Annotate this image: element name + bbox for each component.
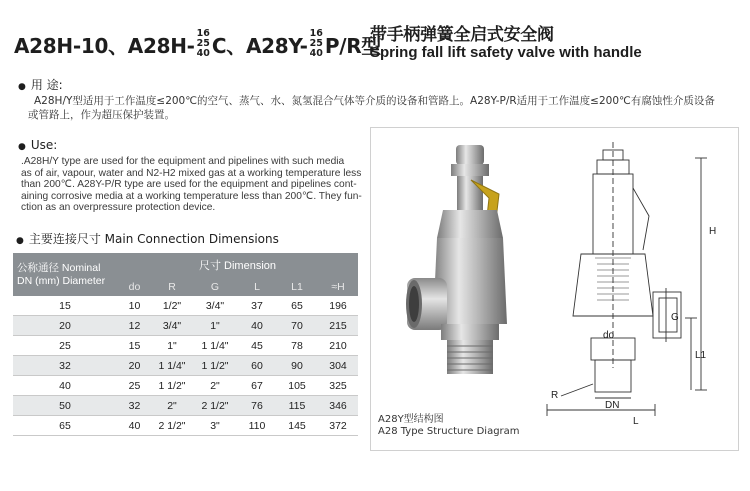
caption-en: A28 Type Structure Diagram [378, 426, 520, 437]
table-cell: 65 [276, 296, 318, 316]
table-cell: 12 [117, 316, 152, 336]
table-cell: 1 1/4" [192, 336, 238, 356]
dimensions-heading [16, 230, 279, 247]
label-do: do [603, 330, 615, 341]
table-row [13, 316, 358, 336]
table-cell: 3/4" [152, 316, 192, 336]
label-r: R [551, 390, 559, 401]
table-cell: 210 [318, 336, 358, 356]
table-cell: 2 1/2" [192, 396, 238, 416]
table-cell: 1 1/2" [192, 356, 238, 376]
table-cell: 1" [192, 316, 238, 336]
table-cell: 115 [276, 396, 318, 416]
use-en-line: than 200℃. A28Y-P/R type are used for the equipment and pipelines cont- [21, 179, 357, 190]
table-row [13, 296, 358, 316]
table-cell: 40 [117, 416, 152, 436]
title-english: Spring fall lift safety valve with handle [370, 44, 642, 61]
table-cell: 105 [276, 376, 318, 396]
table-cell: 67 [238, 376, 276, 396]
table-cell: 10 [117, 296, 152, 316]
col-header-l: L [238, 277, 276, 296]
table-cell: 325 [318, 376, 358, 396]
table-cell: 25 [13, 336, 117, 356]
frac-value: 25 [309, 38, 323, 49]
use-cn-heading-text: 用 途: [30, 78, 63, 92]
table-cell: 15 [117, 336, 152, 356]
frac-value: 16 [309, 28, 323, 39]
table-cell: 76 [238, 396, 276, 416]
title-model-c: C、A28Y- [211, 33, 308, 58]
table-row [13, 376, 358, 396]
table-row [13, 396, 358, 416]
table-cell: 196 [318, 296, 358, 316]
diagram-caption [378, 414, 520, 438]
table-cell: 32 [117, 396, 152, 416]
table-cell: 78 [276, 336, 318, 356]
dimensions-heading-text: 主要连接尺寸 Main Connection Dimensions [28, 232, 279, 246]
table-cell: 110 [238, 416, 276, 436]
table-cell: 1 1/2" [152, 376, 192, 396]
table-cell: 20 [117, 356, 152, 376]
table-cell: 304 [318, 356, 358, 376]
header-line: DN (mm) Diameter [17, 274, 106, 287]
caption-cn: A28Y型结构图 [378, 414, 444, 425]
dimensions-table [13, 253, 358, 436]
product-image-panel [370, 127, 739, 451]
table-cell: 2" [192, 376, 238, 396]
table-cell: 70 [276, 316, 318, 336]
table-cell: 3/4" [192, 296, 238, 316]
table-cell: 2 1/2" [152, 416, 192, 436]
table-cell: 3" [192, 416, 238, 436]
col-header-r: R [152, 277, 192, 296]
table-header-row [13, 253, 358, 277]
page-title [14, 20, 381, 68]
frac-value: 16 [196, 28, 210, 39]
use-en-line: ction as an overpressure protection device. [21, 202, 216, 213]
table-body [13, 296, 358, 436]
nominal-diameter-header [13, 253, 117, 296]
use-en-line: aining corrosive media at a working temperature less than 200℃. They fun- [21, 190, 362, 202]
table-cell: 65 [13, 416, 117, 436]
use-en-heading-text: Use: [30, 138, 58, 152]
bullet-icon: ● [16, 236, 24, 246]
title-chinese: 带手柄弹簧全启式安全阀 [370, 25, 554, 45]
bullet-icon: ● [18, 82, 26, 92]
table-cell: 1" [152, 336, 192, 356]
table-cell: 2" [152, 396, 192, 416]
table-cell: 372 [318, 416, 358, 436]
table-cell: 60 [238, 356, 276, 376]
dimension-header: 尺寸 Dimension [117, 253, 358, 277]
table-cell: 215 [318, 316, 358, 336]
table-cell: 25 [117, 376, 152, 396]
use-cn-line: 或管路上，作为超压保护装置。 [28, 109, 175, 121]
use-en-heading [18, 138, 57, 152]
frac-value: 40 [309, 48, 323, 59]
table-cell: 15 [13, 296, 117, 316]
table-cell: 32 [13, 356, 117, 376]
table-cell: 20 [13, 316, 117, 336]
col-header-h: ≈H [318, 277, 358, 296]
col-header-l1: L1 [276, 277, 318, 296]
table-cell: 40 [238, 316, 276, 336]
use-en-line: as of air, vapour, water and N2-H2 mixed gas at a working temperature less [21, 167, 362, 179]
bullet-icon: ● [18, 142, 26, 152]
structure-diagram [547, 142, 707, 416]
use-en-paragraph [21, 156, 366, 214]
title-model-pr: P/R型 [324, 33, 382, 58]
table-cell: 37 [238, 296, 276, 316]
table-cell: 50 [13, 396, 117, 416]
col-header-do: do [117, 277, 152, 296]
table-cell: 90 [276, 356, 318, 376]
table-cell: 45 [238, 336, 276, 356]
label-l: L [633, 416, 639, 427]
frac-value: 40 [196, 48, 210, 59]
use-en-line: .A28H/Y type are used for the equipment and pipelines with such media [21, 156, 345, 167]
col-header-g: G [192, 277, 238, 296]
valve-illustration [371, 128, 738, 450]
frac-value: 25 [196, 38, 210, 49]
use-cn-line: A28H/Y型适用于工作温度≤200℃的空气、蒸气、水、氮氢混合气体等介质的设备和管路上。A28Y-P/R适用于工作温度≤200℃有腐蚀性介质设备 [34, 95, 715, 107]
header-line: 公称通径 Nominal [17, 261, 101, 274]
table-cell: 1/2" [152, 296, 192, 316]
use-cn-heading [18, 76, 63, 93]
table-cell: 40 [13, 376, 117, 396]
table-cell: 145 [276, 416, 318, 436]
title-model-a: A28H-10、A28H- [14, 33, 195, 58]
label-l1: L1 [695, 350, 707, 361]
use-cn-paragraph [28, 94, 728, 122]
label-h: H [709, 226, 717, 237]
table-row [13, 336, 358, 356]
pressure-fraction-1 [197, 29, 210, 59]
pressure-fraction-2 [310, 29, 323, 59]
label-dn: DN [605, 400, 620, 411]
table-cell: 1 1/4" [152, 356, 192, 376]
label-g: G [671, 312, 679, 323]
table-row [13, 356, 358, 376]
valve-photo [406, 145, 507, 374]
table-row [13, 416, 358, 436]
table-cell: 346 [318, 396, 358, 416]
